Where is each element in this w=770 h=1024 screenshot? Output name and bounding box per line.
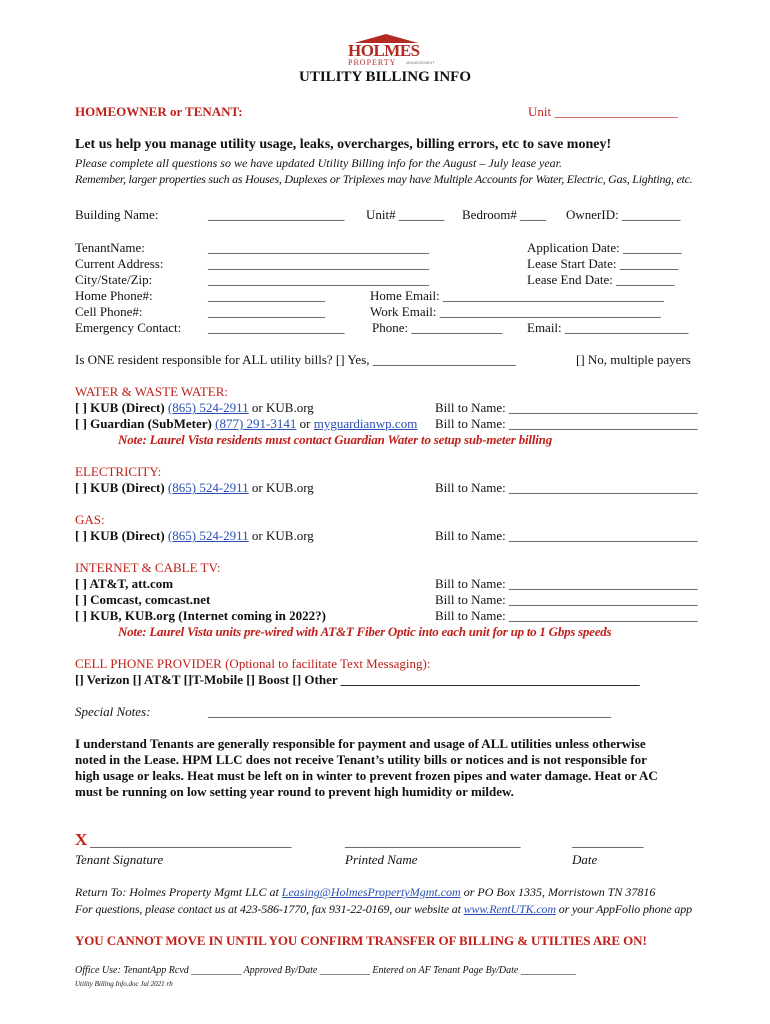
special-notes-field[interactable]: ______________________________________________________________ [208, 704, 611, 719]
application-date-field[interactable]: Application Date: _________ [527, 240, 682, 255]
signature-x-mark: X [75, 830, 88, 849]
gas-kub-phone-link[interactable]: (865) 524-2911 [167, 528, 249, 543]
return-to-address: or PO Box 1335, Morristown TN 37816 [463, 885, 656, 899]
emergency-contact-label: Emergency Contact: [75, 320, 182, 335]
owner-id-field[interactable]: OwnerID: _________ [566, 207, 681, 222]
internet-option-kub[interactable]: [ ] KUB, KUB.org (Internet coming in 2022?) [75, 608, 326, 623]
water-kub-option[interactable] [75, 400, 314, 416]
current-address-label: Current Address: [75, 256, 164, 271]
electricity-kub-phone-link[interactable]: (865) 524-2911 [167, 480, 249, 495]
unit-number-field[interactable]: Unit# _______ [366, 207, 445, 222]
water-kub-checkbox[interactable]: [ ] KUB (Direct) [75, 400, 165, 415]
emergency-contact-field[interactable]: _____________________ [208, 320, 345, 335]
leasing-email-link[interactable]: Leasing@HolmesPropertyMgmt.com [281, 885, 461, 899]
return-to-prefix: Return To: Holmes Property Mgmt LLC at [75, 885, 279, 899]
city-state-zip-field[interactable]: __________________________________ [208, 272, 429, 287]
tenant-name-field[interactable]: __________________________________ [208, 240, 429, 255]
gas-kub-option[interactable] [75, 528, 314, 544]
office-use-line: Office Use: TenantApp Rcvd __________ Approved By/Date __________ Entered on AF Tenant Page By/Date ___________ [75, 965, 576, 976]
cell-provider-options[interactable]: [] Verizon [] AT&T []T-Mobile [] Boost [] Other ______________________________________________ [75, 672, 640, 687]
acknowledgement-line-4: must be running on low setting year round to prevent high humidity or mildew. [75, 784, 514, 799]
water-guardian-bill-to[interactable]: Bill to Name: _____________________________ [435, 416, 698, 431]
internet-note: Note: Laurel Vista units pre-wired with AT&T Fiber Optic into each unit for up to 1 Gbps speeds [118, 624, 612, 639]
internet-option-att[interactable]: [ ] AT&T, att.com [75, 576, 174, 591]
bedroom-field[interactable]: Bedroom# ____ [462, 207, 547, 222]
gas-bill-to[interactable]: Bill to Name: _____________________________ [435, 528, 698, 543]
questions-suffix: or your AppFolio phone app [558, 902, 692, 916]
water-kub-bill-to[interactable]: Bill to Name: _____________________________ [435, 400, 698, 415]
questions-prefix: For questions, please contact us at 423-586-1770, fax 931-22-0169, our website at [75, 902, 461, 916]
internet-att-bill-to[interactable]: Bill to Name: _____________________________ [435, 576, 698, 591]
logo-tagline: MANAGEMENT [406, 60, 435, 65]
water-guardian-or: or [299, 416, 311, 431]
building-name-label: Building Name: [75, 207, 159, 222]
lease-end-field[interactable]: Lease End Date: _________ [527, 272, 675, 287]
gas-heading: GAS: [75, 512, 105, 527]
home-phone-field[interactable]: __________________ [208, 288, 325, 303]
home-email-field[interactable]: Home Email: __________________________________ [370, 288, 664, 303]
water-guardian-site-link[interactable]: myguardianwp.com [313, 416, 418, 431]
internet-option-comcast[interactable]: [ ] Comcast, comcast.net [75, 592, 211, 607]
special-notes-label: Special Notes: [75, 704, 151, 719]
electricity-bill-to[interactable]: Bill to Name: _____________________________ [435, 480, 698, 495]
printed-name-field[interactable]: ___________________________ [345, 834, 521, 849]
internet-kub-bill-to[interactable]: Bill to Name: _____________________________ [435, 608, 698, 623]
water-note: Note: Laurel Vista residents must contact Guardian Water to setup sub-meter billing [118, 432, 552, 447]
cell-heading: CELL PHONE PROVIDER (Optional to facilitate Text Messaging): [75, 656, 431, 671]
current-address-field[interactable]: __________________________________ [208, 256, 429, 271]
acknowledgement-line-3: high usage or leaks. Heat must be left on in winter to prevent frozen pipes and water damage. Heat or AC [75, 768, 658, 783]
cell-phone-field[interactable]: __________________ [208, 304, 325, 319]
city-state-zip-label: City/State/Zip: [75, 272, 153, 287]
homeowner-label: HOMEOWNER or TENANT: [75, 104, 243, 119]
cell-phone-label: Cell Phone#: [75, 304, 143, 319]
printed-name-label: Printed Name [345, 852, 418, 867]
electricity-kub-option[interactable] [75, 480, 314, 496]
unit-field[interactable]: Unit ___________________ [528, 104, 678, 119]
emergency-phone-field[interactable]: Phone: ______________ [372, 320, 503, 335]
building-name-field[interactable]: _____________________ [208, 207, 345, 222]
work-email-field[interactable]: Work Email: __________________________________ [370, 304, 661, 319]
electricity-heading: ELECTRICITY: [75, 464, 162, 479]
website-link[interactable]: www.RentUTK.com [463, 902, 556, 916]
water-guardian-option[interactable] [75, 416, 417, 432]
logo-name: HOLMES [348, 41, 420, 60]
logo-subtitle: PROPERTY [348, 58, 397, 67]
signature-field[interactable]: _______________________________ [90, 834, 292, 849]
water-heading: WATER & WASTE WATER: [75, 384, 228, 399]
water-kub-site: or KUB.org [251, 400, 314, 415]
signature-label: Tenant Signature [75, 852, 164, 867]
tenant-name-label: TenantName: [75, 240, 145, 255]
date-field[interactable]: ___________ [572, 834, 644, 849]
date-label: Date [572, 852, 598, 867]
questions-line [75, 902, 692, 917]
gas-kub-checkbox[interactable]: [ ] KUB (Direct) [75, 528, 165, 543]
home-phone-label: Home Phone#: [75, 288, 153, 303]
water-kub-phone-link[interactable]: (865) 524-2911 [167, 400, 249, 415]
intro-heading: Let us help you manage utility usage, leaks, overcharges, billing errors, etc to save money! [75, 137, 612, 152]
one-resident-question[interactable]: Is ONE resident responsible for ALL utility bills? [] Yes, ______________________ [75, 352, 516, 367]
holmes-logo [340, 34, 435, 68]
water-guardian-phone-link[interactable]: (877) 291-3141 [215, 416, 297, 431]
internet-heading: INTERNET & CABLE TV: [75, 560, 221, 575]
intro-line-2: Remember, larger properties such as Houses, Duplexes or Triplexes may have Multiple Accounts for Water, Electric, Gas, Lighting, etc. [75, 172, 693, 186]
footer-filename: Utility Billing Info.doc Jul 2021 rb [75, 980, 173, 988]
gas-kub-site: or KUB.org [251, 528, 314, 543]
water-guardian-checkbox[interactable]: [ ] Guardian (SubMeter) [75, 416, 212, 431]
multiple-payers-checkbox[interactable]: [] No, multiple payers [576, 352, 691, 367]
acknowledgement-line-1: I understand Tenants are generally responsible for payment and usage of ALL utilities unless otherwise [75, 736, 646, 751]
return-to-line [75, 885, 655, 900]
electricity-kub-checkbox[interactable]: [ ] KUB (Direct) [75, 480, 165, 495]
page-title: UTILITY BILLING INFO [299, 69, 471, 85]
emergency-email-field[interactable]: Email: ___________________ [527, 320, 689, 335]
internet-comcast-bill-to[interactable]: Bill to Name: _____________________________ [435, 592, 698, 607]
move-in-warning: YOU CANNOT MOVE IN UNTIL YOU CONFIRM TRANSFER OF BILLING & UTILTIES ARE ON! [75, 933, 647, 948]
lease-start-field[interactable]: Lease Start Date: _________ [527, 256, 679, 271]
intro-line-1: Please complete all questions so we have updated Utility Billing info for the August – July lease year. [75, 156, 563, 170]
acknowledgement-line-2: noted in the Lease. HPM LLC does not receive Tenant’s utility bills or notices and is not responsible for [75, 752, 647, 767]
electricity-kub-site: or KUB.org [251, 480, 314, 495]
